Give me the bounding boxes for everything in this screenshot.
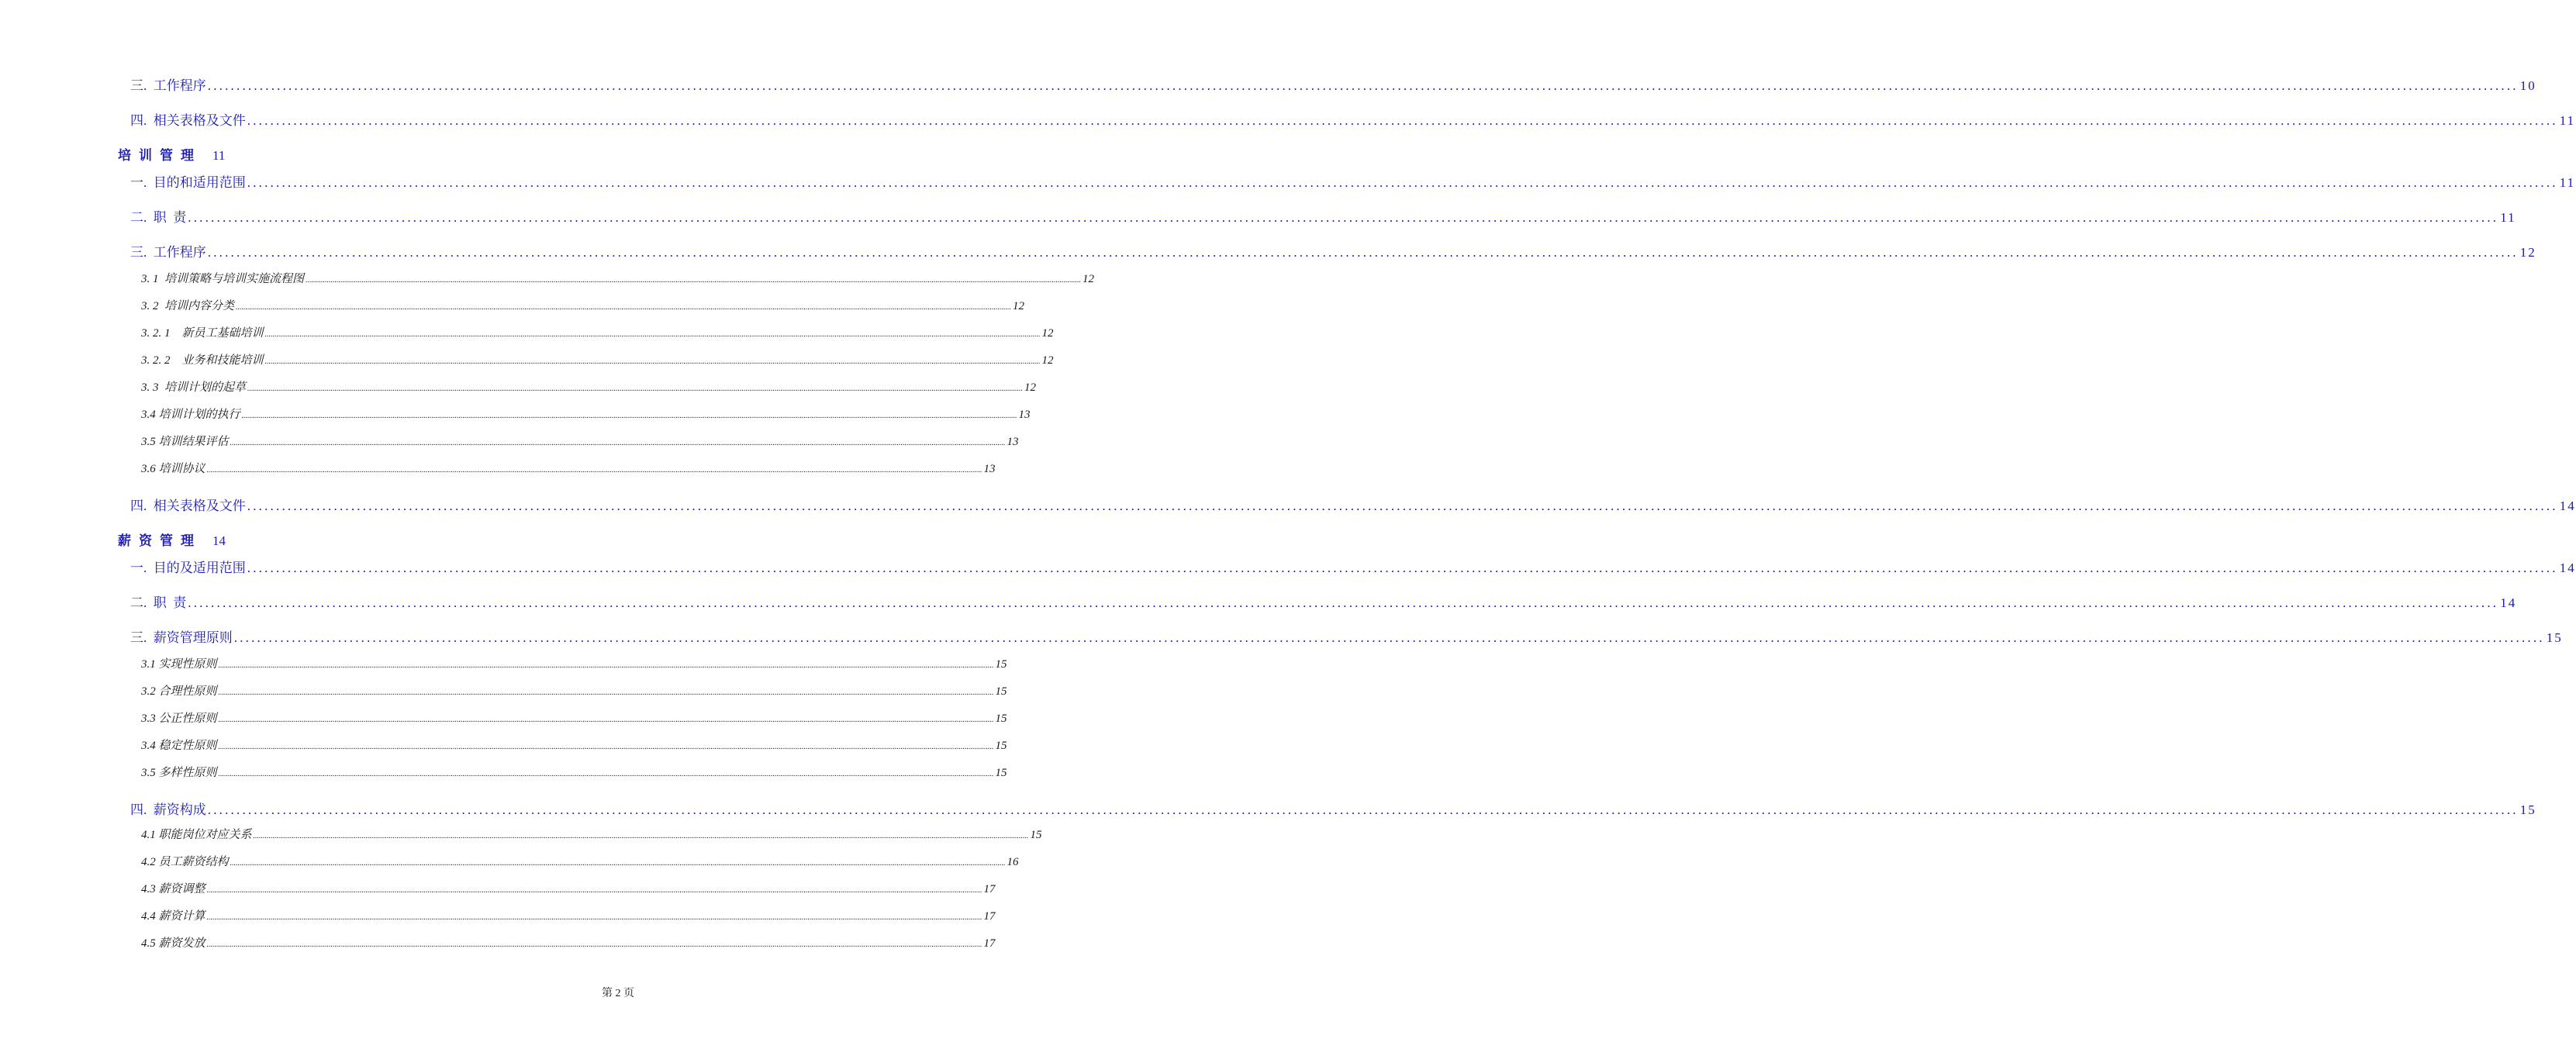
toc-entry-page: 14 (2559, 561, 2576, 575)
toc-entry-title: 3.5 培训结果评估 (141, 436, 229, 448)
toc-entry-title: 4.1 职能岗位对应关系 (141, 829, 252, 841)
toc-entry-title: 三. 工作程序 (130, 78, 206, 93)
dot-leader: ................................................................................................................................................................................................................................................................................................................................................................................................................ (241, 412, 1017, 420)
toc-section-page: 11 (212, 148, 226, 163)
dot-leader: ................................................................................................................................................................................................................................................................................................................................................................................................................ (247, 385, 1024, 393)
toc-section-title: 培训管理 (118, 148, 202, 163)
toc-entry[interactable] (130, 241, 2536, 260)
toc-entry-title: 3.4 培训计划的执行 (141, 409, 240, 421)
dot-leader: ................................................................................................................................................................................................................................................................................................................................................................................................................ (218, 661, 994, 670)
toc-subentry[interactable] (141, 460, 996, 476)
toc-entry-page: 12 (1013, 300, 1025, 312)
dot-leader: ................................................................................................................................................................................................................................................................................................................................................................................................................ (218, 743, 994, 751)
toc-entry-page: 15 (995, 767, 1007, 779)
toc-subentry[interactable] (141, 351, 1054, 367)
toc-entry-title: 二. 职 责 (130, 595, 187, 610)
dot-leader: ................................................................................................................................................................................................................................................................................................................................................................................................................ (218, 770, 994, 778)
toc-entry-page: 11 (2500, 210, 2516, 225)
toc-subentry[interactable] (141, 907, 996, 923)
toc-subentry[interactable] (141, 655, 1007, 671)
toc-entry-title: 3.2 合理性原则 (141, 685, 217, 698)
toc-entry[interactable] (130, 109, 2576, 129)
toc-subentry[interactable] (141, 324, 1054, 340)
dot-leader: ................................................................................................................................................................................................................................................................................................................................................................................................................ (306, 276, 1082, 285)
toc-entry-page: 13 (983, 463, 996, 475)
toc-entry-title: 3. 3 培训计划的起草 (141, 381, 247, 394)
toc-entry-page: 17 (983, 910, 996, 923)
toc-entry-title: 一. 目的及适用范围 (130, 561, 246, 575)
toc-entry-title: 3.4 稳定性原则 (141, 740, 217, 752)
toc-subentry[interactable] (141, 270, 1095, 286)
toc-entry[interactable] (130, 626, 2563, 646)
toc-subentry[interactable] (141, 682, 1007, 699)
dot-leader: ................................................................................................................................................................................................................................................................................................................................................................................................................ (207, 78, 2519, 93)
dot-leader: ................................................................................................................................................................................................................................................................................................................................................................................................................ (247, 113, 2558, 128)
toc-entry[interactable] (130, 495, 2576, 514)
toc-entry[interactable] (130, 206, 2516, 226)
toc-entry-title: 三. 薪资管理原则 (130, 630, 233, 645)
toc-section-page: 14 (212, 533, 226, 548)
dot-leader: ................................................................................................................................................................................................................................................................................................................................................................................................................ (206, 886, 982, 895)
dot-leader: ................................................................................................................................................................................................................................................................................................................................................................................................................ (230, 439, 1006, 447)
toc-entry[interactable] (130, 74, 2536, 94)
toc-entry-page: 15 (995, 740, 1007, 752)
toc-entry-title: 4.3 薪资调整 (141, 883, 205, 895)
toc-entry-title: 3.1 实现性原则 (141, 658, 217, 671)
toc-entry-title: 四. 薪资构成 (130, 802, 206, 817)
toc-entry-page: 15 (2546, 630, 2563, 645)
dot-leader: ................................................................................................................................................................................................................................................................................................................................................................................................................ (207, 802, 2519, 817)
toc-entry[interactable] (130, 799, 2536, 818)
toc-entry-page: 12 (1024, 381, 1037, 394)
toc-subentry[interactable] (141, 853, 1019, 869)
toc-entry-page: 16 (1007, 856, 1019, 868)
dot-leader: ................................................................................................................................................................................................................................................................................................................................................................................................................ (188, 210, 2499, 225)
toc-entry-title: 4.5 薪资发放 (141, 937, 205, 950)
dot-leader: ................................................................................................................................................................................................................................................................................................................................................................................................................ (247, 561, 2558, 575)
toc-entry-title: 3. 2. 1 新员工基础培训 (141, 327, 264, 340)
toc-entry-page: 13 (1007, 436, 1019, 448)
dot-leader: ................................................................................................................................................................................................................................................................................................................................................................................................................ (253, 832, 1029, 840)
page-number-footer: 第 2 页 (602, 988, 634, 999)
toc-entry-title: 3.3 公正性原则 (141, 712, 217, 725)
toc-entry-page: 15 (995, 712, 1007, 725)
toc-entry-title: 二. 职 责 (130, 210, 187, 225)
dot-leader: ................................................................................................................................................................................................................................................................................................................................................................................................................ (264, 357, 1041, 366)
dot-leader: ................................................................................................................................................................................................................................................................................................................................................................................................................ (218, 688, 994, 697)
toc-entry-title: 四. 相关表格及文件 (130, 113, 246, 128)
toc-subentry[interactable] (141, 297, 1025, 313)
toc-subentry[interactable] (141, 764, 1007, 780)
toc-section-title: 薪资管理 (118, 533, 202, 548)
toc-entry-page: 11 (2559, 175, 2576, 190)
toc-entry-page: 11 (2559, 113, 2576, 128)
toc-subentry[interactable] (141, 826, 1042, 842)
dot-leader: ................................................................................................................................................................................................................................................................................................................................................................................................................ (206, 466, 982, 474)
toc-entry-page: 14 (2500, 595, 2517, 610)
toc-subentry[interactable] (141, 378, 1037, 395)
dot-leader: ................................................................................................................................................................................................................................................................................................................................................................................................................ (218, 716, 994, 724)
toc-entry-title: 3. 2. 2 业务和技能培训 (141, 354, 264, 367)
toc-entry-title: 3. 2 培训内容分类 (141, 300, 235, 312)
toc-entry-page: 15 (1030, 829, 1042, 841)
toc-entry-page: 12 (2519, 245, 2536, 260)
toc-entry-page: 14 (2559, 499, 2576, 513)
dot-leader: ................................................................................................................................................................................................................................................................................................................................................................................................................ (264, 330, 1041, 339)
dot-leader: ................................................................................................................................................................................................................................................................................................................................................................................................................ (247, 175, 2558, 190)
toc-subentry[interactable] (141, 880, 996, 896)
toc-subentry[interactable] (141, 433, 1019, 449)
toc-subentry[interactable] (141, 709, 1007, 726)
toc-entry[interactable] (130, 171, 2576, 191)
toc-entry-title: 4.2 员工薪资结构 (141, 856, 229, 868)
toc-entry-page: 17 (983, 883, 996, 895)
toc-entry-title: 三. 工作程序 (130, 245, 206, 260)
toc-section-heading[interactable] (118, 530, 226, 549)
toc-entry-page: 13 (1018, 409, 1031, 421)
toc-entry-page: 15 (2519, 802, 2536, 817)
toc-entry-title: 4.4 薪资计算 (141, 910, 205, 923)
toc-entry[interactable] (130, 557, 2576, 576)
toc-entry-title: 3.6 培训协议 (141, 463, 205, 475)
toc-entry-title: 一. 目的和适用范围 (130, 175, 246, 190)
dot-leader: ................................................................................................................................................................................................................................................................................................................................................................................................................ (233, 630, 2545, 645)
toc-subentry[interactable] (141, 405, 1031, 422)
toc-entry-page: 17 (983, 937, 996, 950)
toc-entry-title: 四. 相关表格及文件 (130, 499, 246, 513)
toc-entry-page: 15 (995, 685, 1007, 698)
toc-entry-page: 12 (1083, 273, 1095, 285)
toc-entry-page: 12 (1041, 327, 1054, 340)
toc-section-heading[interactable] (118, 144, 225, 164)
toc-entry-title: 3. 1 培训策略与培训实施流程图 (141, 273, 305, 285)
dot-leader: ................................................................................................................................................................................................................................................................................................................................................................................................................ (206, 913, 982, 922)
toc-entry-page: 10 (2519, 78, 2536, 93)
toc-subentry[interactable] (141, 737, 1007, 753)
toc-entry-page: 12 (1041, 354, 1054, 367)
toc-entry-title: 3.5 多样性原则 (141, 767, 217, 779)
dot-leader: ................................................................................................................................................................................................................................................................................................................................................................................................................ (247, 499, 2558, 513)
toc-subentry[interactable] (141, 934, 996, 951)
dot-leader: ................................................................................................................................................................................................................................................................................................................................................................................................................ (206, 940, 982, 949)
toc-entry-page: 15 (995, 658, 1007, 671)
toc-entry[interactable] (130, 592, 2517, 611)
dot-leader: ................................................................................................................................................................................................................................................................................................................................................................................................................ (188, 595, 2499, 610)
dot-leader: ................................................................................................................................................................................................................................................................................................................................................................................................................ (207, 245, 2519, 260)
dot-leader: ................................................................................................................................................................................................................................................................................................................................................................................................................ (230, 859, 1006, 868)
dot-leader: ................................................................................................................................................................................................................................................................................................................................................................................................................ (236, 303, 1012, 312)
